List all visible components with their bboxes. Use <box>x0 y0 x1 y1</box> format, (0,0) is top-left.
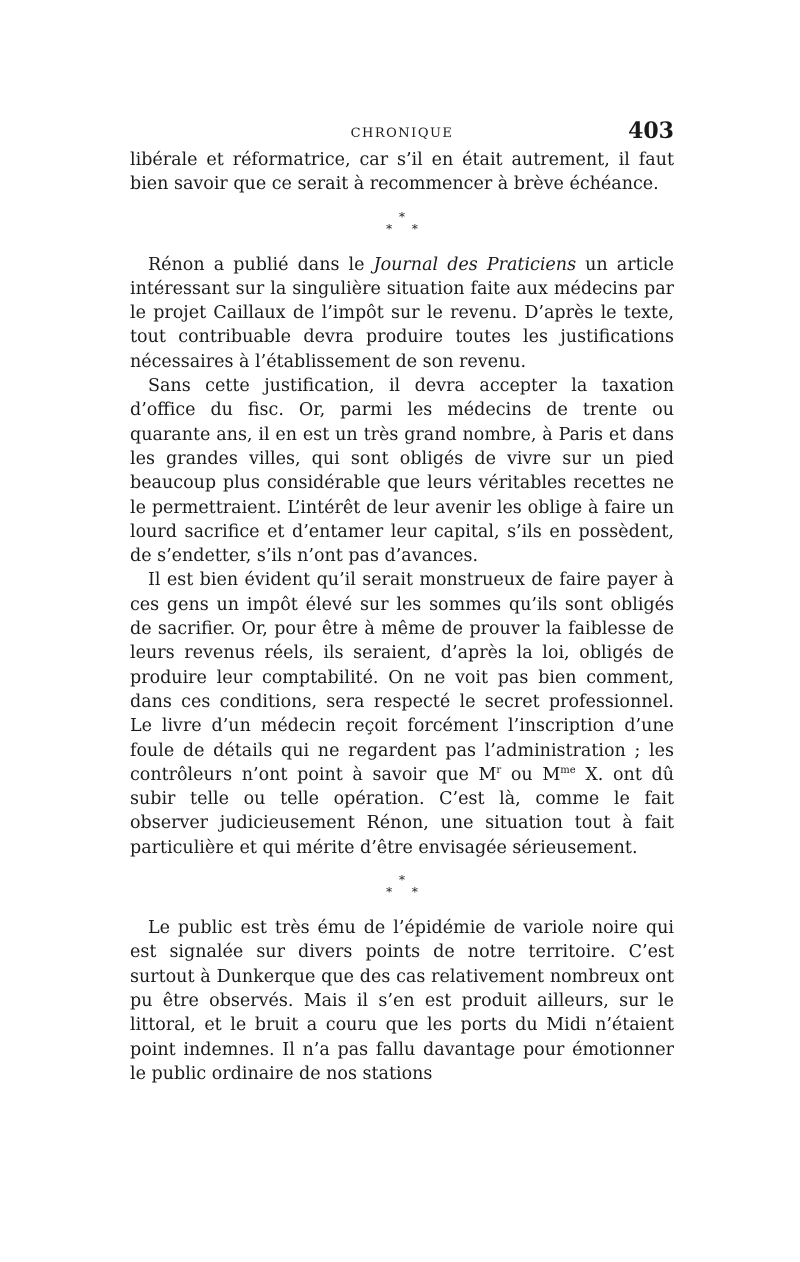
asterism-top: * <box>399 209 405 224</box>
running-header <box>130 118 674 144</box>
book-page <box>130 118 674 1086</box>
section-asterism <box>130 211 674 235</box>
asterism-top: * <box>399 873 405 888</box>
running-title: CHRONIQUE <box>350 126 454 141</box>
paragraph-continuation: libérale et réformatrice, car s’il en était autrement, il faut bien savoir que ce serait à recommencer à brève échéance. <box>130 150 674 195</box>
paragraph-variole: Le public est très ému de l’épidémie de variole noire qui est signalée sur divers points de notre territoire. C’est surtout à Dunkerque que des cas relativement nombreux ont pu être observés. Mais il s’en est produit ailleurs, sur le littoral, et le bruit a couru que les ports du Midi n’étaient point indemnes. Il n’a pas fallu davantage pour émotionner le public ordinaire de nos stations <box>130 918 674 1084</box>
superscript: me <box>560 765 576 776</box>
paragraph-text: Il est bien évident qu’il serait monstrueux de faire payer à ces gens un impôt élevé sur les sommes qu’ils sont obligés de sacrifier. Or, pour être à même de prouver la faiblesse de leurs revenus réels, ils seraient, d’après la loi, obligés de produire leur comptabilité. On ne voit pas bien comment, dans ces conditions, sera respecté le secret professionnel. Le livre d’un médecin reçoit forcément l’inscription d’une foule de détails qui ne regardent pas l’administration ; les contrôleurs n’ont point à savoir que M <box>130 570 674 785</box>
paragraph-justification: Sans cette justification, il devra accepter la taxation d’office du fisc. Or, parmi les médecins de trente ou quarante ans, il en est un très grand nombre, à Paris et dans les grandes villes, qui sont obligés de vivre sur un pied beaucoup plus considérable que leurs véritables recettes ne le permettraient. L’intérêt de leur avenir les oblige à faire un lourd sacrifice et d’entamer leur capital, s’ils en possèdent, de s’endetter, s’ils n’ont pas d’avances. <box>130 376 674 567</box>
paragraph-text: ou M <box>501 764 561 785</box>
section-asterism <box>130 874 674 898</box>
paragraph-text: Rénon a publié dans le <box>148 254 374 275</box>
superscript: r <box>496 765 502 776</box>
paragraph-renon <box>130 253 674 374</box>
page-number: 403 <box>628 118 674 144</box>
paragraph-impot <box>130 568 674 860</box>
paragraph-text: un article intéressant sur la singulière situation faite aux médecins par le projet Caillaux de l’impôt sur le revenu. D’après le texte, tout contribuable devra produire toutes les justifications nécessaires à l’établissement de son revenu. <box>130 254 674 372</box>
asterism-bottom: * * <box>386 221 426 236</box>
journal-title: Journal des Praticiens <box>373 254 577 275</box>
asterism-bottom: * * <box>386 885 426 900</box>
paragraph-text: X. ont dû subir telle ou telle opération. C’est là, comme le fait observer judicieusement Rénon, une situation tout à fait particulière et qui mérite d’être envisagée sérieusement. <box>130 764 674 858</box>
